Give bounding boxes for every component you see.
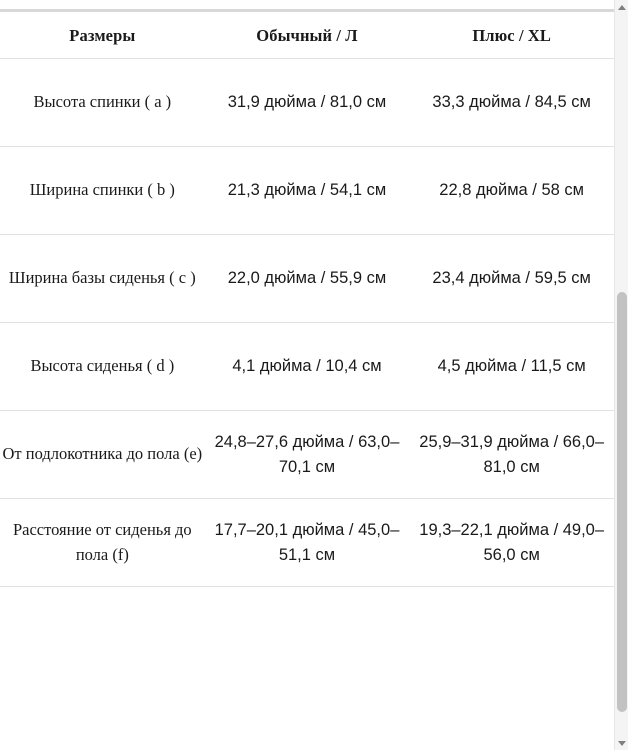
row-value-regular: 31,9 дюйма / 81,0 см — [227, 93, 387, 112]
row-label: Высота спинки ( a ) — [33, 92, 172, 112]
row-value-plus: 25,9–31,9 дюйма / 66,0–81,0 см — [419, 432, 605, 476]
row-label: От подлокотника до пола (e) — [2, 444, 203, 464]
row-value-regular: 4,1 дюйма / 10,4 см — [232, 357, 382, 376]
row-label: Ширина спинки ( b ) — [29, 180, 175, 200]
column-header-regular: Обычный / Л — [256, 26, 358, 45]
chevron-down-icon — [618, 741, 626, 746]
table-row — [0, 59, 614, 147]
table-row — [0, 499, 614, 587]
table-row — [0, 147, 614, 235]
top-divider — [0, 9, 614, 12]
row-label: Ширина базы сиденья ( c ) — [8, 268, 196, 288]
row-value-plus: 22,8 дюйма / 58 см — [439, 181, 585, 200]
row-value-regular: 21,3 дюйма / 54,1 см — [227, 181, 387, 200]
row-value-plus: 4,5 дюйма / 11,5 см — [437, 357, 586, 376]
table-row — [0, 235, 614, 323]
row-value-regular: 24,8–27,6 дюйма / 63,0–70,1 см — [214, 432, 400, 476]
row-label: Расстояние от сиденья до пола (f) — [12, 519, 192, 564]
scroll-up-icon[interactable] — [615, 0, 628, 14]
size-table — [0, 14, 614, 587]
row-value-plus: 23,4 дюйма / 59,5 см — [432, 269, 591, 288]
size-table-container — [0, 14, 614, 750]
vertical-scrollbar[interactable] — [614, 0, 628, 750]
column-header-dimensions: Размеры — [69, 26, 136, 45]
row-label: Высота сиденья ( d ) — [30, 356, 175, 376]
table-body — [0, 59, 614, 587]
scrollbar-thumb[interactable] — [617, 292, 627, 712]
row-value-plus: 19,3–22,1 дюйма / 49,0–56,0 см — [419, 520, 605, 564]
table-row — [0, 323, 614, 411]
table-header — [0, 14, 614, 59]
table-row — [0, 411, 614, 499]
row-value-regular: 22,0 дюйма / 55,9 см — [227, 269, 387, 288]
scroll-down-icon[interactable] — [615, 736, 628, 750]
row-value-regular: 17,7–20,1 дюйма / 45,0–51,1 см — [214, 520, 400, 564]
column-header-plus: Плюс / XL — [472, 26, 551, 45]
row-value-plus: 33,3 дюйма / 84,5 см — [432, 93, 591, 112]
table-header-row — [0, 14, 614, 59]
chevron-up-icon — [618, 5, 626, 10]
